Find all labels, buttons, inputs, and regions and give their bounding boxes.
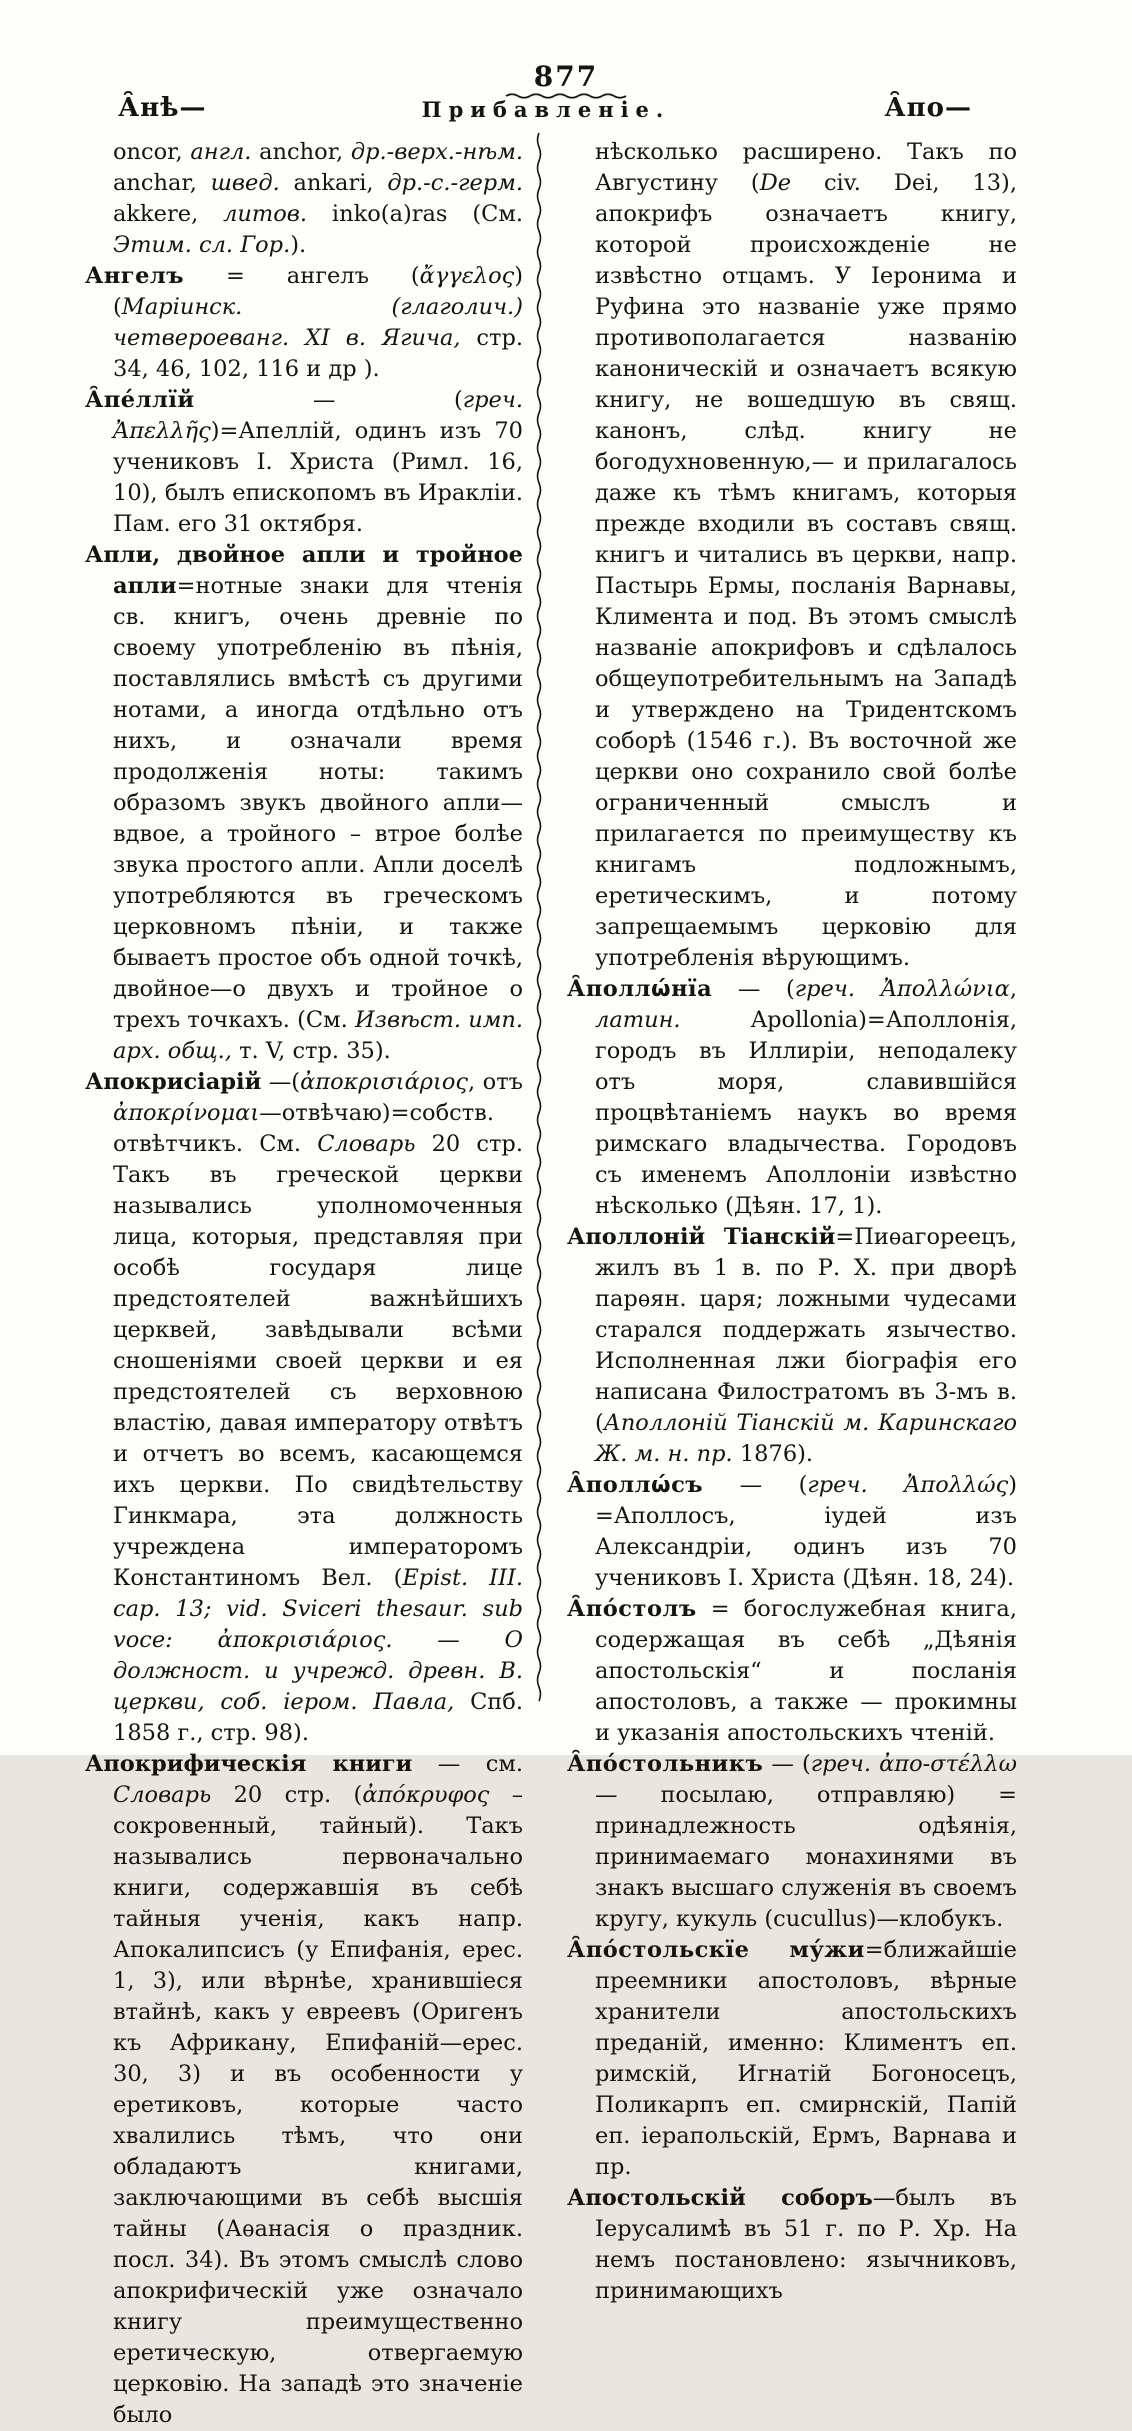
dictionary-entry [85,1067,523,1749]
entry-headword: А̑по́стольскїе му́жи [567,1937,865,1963]
entry-text: anchar, [113,170,211,196]
entry-text: . — О должност. и учрежд. древн. В. церкви, соб. іером. Павла, [113,1627,523,1715]
entry-text: ἄγγελος [419,263,515,289]
entry-text: Словарь [317,1131,416,1157]
continuation-paragraph [85,137,523,261]
entry-text [855,976,881,1002]
running-head-left: А̑нѣ— [118,93,207,123]
entry-text: Апостольскій соборъ [567,2185,873,2211]
entry-text: греч. [794,976,856,1002]
entry-text: =ближайшіе преемники апостоловъ, вѣрные хранители апостольскихъ преданій, именно: Климентъ еп. римскій, Игнатій Богоносецъ, Поликарпъ еп. смирнскій, Папій еп. іерапольскій, Ермъ, Варнава и пр. [595,1937,1017,2180]
entry-text: — ( [194,387,463,413]
entry-text: Извѣст. имп. арх. общ., [113,1007,524,1064]
dictionary-entry [567,2183,1017,2307]
entry-headword: А̑пе́ллїй [85,387,195,413]
entry-text: ἀποκρίνομαι [113,1100,260,1126]
entry-text: литов. [223,201,308,227]
entry-headword: А̑по́стольникъ [567,1751,764,1777]
entry-text: — см. [412,1751,523,1777]
entry-text: ) ( [113,263,523,320]
entry-text: 20 стр. ( [211,1782,363,1808]
left-column [85,137,523,2431]
entry-text: ἀποκρισιάριος [300,1069,468,1095]
entry-headword: А̑поллѡ́съ [567,1472,704,1498]
entry-text: Словарь [113,1782,212,1808]
entry-text: др.-верх.-нѣм. [350,139,523,165]
entry-text: 20 стр. Такъ въ греческой церкви назывались уполномоченныя лица, которыя, представляя при особѣ государя лице предстоятелей важнѣйшихъ церквей, завѣдывали всѣми сношеніями своей церкви и ея предстоятелей съ верховною властію, давая императору отвѣтъ и отчетъ во всемъ, касающемся ихъ церкви. По свидѣтельству Гинкмара, эта должность учреждена императоромъ Константиномъ Вел. ( [113,1131,523,1591]
entry-text: 1876). [732,1441,814,1467]
entry-text: oncor, [113,139,191,165]
entry-text: Апокрифическія книги [85,1751,413,1777]
dictionary-entry [567,1749,1017,1935]
dictionary-entry [85,540,523,1067]
entry-text: Ἀπολλώνια [880,976,1010,1002]
entry-text: — ( [712,976,795,1002]
entry-text: Ἀπελλῆς [113,418,211,444]
entry-text: греч. [807,1472,868,1498]
entry-text: нѣсколько расширено. Такъ по Августину ( [595,139,1017,196]
text-columns [85,137,1017,2428]
running-heads [0,93,1132,127]
dictionary-entry [85,385,523,540]
page-header-title: Прибавленіе. [421,97,671,122]
dictionary-entry [85,1749,523,2431]
entry-text: ) =Аполлосъ, іудей изъ Александріи, одинъ изъ 70 учениковъ І. Христа (Дѣян. 18, 24). [595,1472,1017,1591]
entry-text: стр. 34, 46, 102, 116 и др ). [113,325,523,382]
entry-text: Маріинск. (глаголич.) четвероеванг. XI в. Ягича, [113,294,523,351]
entry-headword: А̑по́столъ [567,1596,697,1622]
entry-text: — посылаю, отправляю) = принадлежность одѣянія, принимаемаго монахинями въ знакъ высшаго служенія въ своемъ кругу, кукуль (cucullus)—клобукъ. [595,1782,1017,1932]
entry-text: anchor, [251,139,351,165]
entry-text: Этим. сл. Гор. [113,232,291,258]
entry-headword: А̑поллѡ́нїа [567,976,713,1002]
entry-text: ). [290,232,307,258]
column-divider-rule [534,133,546,1701]
dictionary-entry [567,1222,1017,1470]
entry-text [871,1751,879,1777]
entry-text: англ. [190,139,252,165]
entry-text: Апокрисіарій [85,1069,262,1095]
entry-text: , [1009,976,1017,1002]
entry-headword: Ангелъ [85,263,185,289]
entry-text: , отъ [468,1069,523,1095]
dictionary-entry [85,261,523,385]
entry-text: —отвѣчаю)=собств. отвѣтчикъ. См. [113,1100,495,1157]
entry-text: — ( [703,1472,808,1498]
entry-text: =нотные знаки для чтенія св. книгъ, очень древніе по своему употребленію въ пѣнія, поставлялись вмѣстѣ съ другими нотами, а иногда отдѣльно отъ нихъ, и означали время продолженія ноты: такимъ образомъ звукъ двойного апли—вдвое, а тройного – втрое болѣе звука простого апли. Апли доселѣ употребляются въ греческомъ церковномъ пѣніи, и также бываетъ простое объ одной точкѣ, двойное—о двухъ и тройное о трехъ точкахъ. (См. [113,573,523,1033]
entry-text: )=Апеллій, одинъ изъ 70 учениковъ І. Христа (Римл. 16, 10), былъ епископомъ въ Иракліи. Пам. его 31 октября. [113,418,523,537]
entry-text: др.-с.-герм. [387,170,523,196]
entry-text: греч. [810,1751,871,1777]
entry-text: Apollonia)=Аполлонія, городъ въ Иллиріи, неподалеку отъ моря, славившійся процвѣтаніемъ наукъ во время римскаго владычества. Городовъ съ именемъ Аполлоніи извѣстно нѣсколько (Дѣян. 17, 1). [595,1007,1017,1219]
entry-text: = ангелъ ( [184,263,420,289]
entry-text: швед. [210,170,280,196]
entry-text: Апли, двойное апли и тройное апли [85,542,523,599]
entry-text: =Пиѳагореецъ, жилъ въ 1 в. по Р. Х. при дворѣ парѳян. царя; ложными чудесами старался поддержать язычество. Исполненная лжи біографія его написана Филостратомъ въ 3-мъ в. ( [595,1224,1017,1436]
entry-text: —былъ въ Іерусалимѣ въ 51 г. по Р. Хр. На немъ постановлено: язычниковъ, принимающихъ [595,2185,1017,2304]
entry-text: ἀποκρισιάριος [217,1627,386,1653]
dictionary-entry [567,1935,1017,2183]
entry-text: латин. [595,1007,681,1033]
entry-text: Аполлоній Тіанскій м. Каринскаго Ж. м. н. пр. [595,1410,1017,1467]
entry-text: – сокровенный, тайный). Такъ назывались первоначально книги, содержавшія въ себѣ тайныя ученія, какъ напр. Апокалипсисъ (у Епифанія, ерес. 1, 3), или вѣрнѣе, хранившіеся втайнѣ, какъ у евреевъ (Оригенъ къ Африкану, Епифаній—ерес. 30, 3) и въ особенности у еретиковъ, которые часто хвалились тѣмъ, что они обладаютъ книгами, заключающими въ себѣ высшія тайны (Аѳанасія о праздник. посл. 34). Въ этомъ смыслѣ слово апокрифическій уже означало книгу преимущественно еретическую, отвергаемую церковію. На западѣ это значеніе было [113,1782,523,2428]
continuation-paragraph [567,137,1017,974]
entry-text: ἀπόκρυφος [362,1782,490,1808]
entry-text: — ( [763,1751,811,1777]
dictionary-entry [567,1594,1017,1749]
entry-text: Ἀπολλώς [904,1472,1009,1498]
entry-text: Epist. III. cap. 13; vid. Sviceri thesaur. sub voce: [113,1565,523,1653]
dictionary-entry [567,974,1017,1222]
entry-text: akkere, [113,201,224,227]
entry-text: De [759,170,792,196]
entry-text: = богослужебная книга, содержащая въ себѣ „Дѣянія апостольскія“ и посланія апостоловъ, а также — прокимны и указанія апостольскихъ чтеній. [595,1596,1017,1746]
entry-text [868,1472,905,1498]
entry-text: Спб. 1858 г., стр. 98). [113,1689,523,1746]
entry-text: т. V, стр. 35). [231,1038,391,1064]
dictionary-entry [567,1470,1017,1594]
running-head-right: А̑по— [884,93,972,123]
right-column [567,137,1017,2307]
entry-text: Аполлоній Тіанскій [567,1224,836,1250]
entry-text: inko(a)ras (См. [307,201,523,227]
page-number: 877 [533,60,599,93]
entry-text: ἀπο-στέλλω [879,1751,1017,1777]
entry-text: civ. Dei, 13), апокрифъ означаетъ книгу, которой происхожденіе не извѣстно отцамъ. У Іеронима и Руфина это названіе уже прямо противополагается названію каноническій и означаетъ всякую книгу, не вошедшую въ свящ. канонъ, слѣд. книгу не богодухновенную,— и прилагалось даже къ тѣмъ книгамъ, которыя прежде входили въ составъ свящ. книгъ и читались въ церкви, напр. Пастырь Ермы, посланія Варнавы, Климента и под. Въ этомъ смыслѣ названіе апокрифовъ и сдѣлалось общеупотребительнымъ на Западѣ и утверждено на Тридентскомъ соборѣ (1546 г.). Въ восточной же церкви оно сохранило свой болѣе ограниченный смыслъ и прилагается по преимуществу къ книгамъ подложнымъ, еретическимъ, и потому запрещаемымъ церковію для употребленія вѣрующимъ. [595,170,1017,971]
entry-text: ankari, [279,170,388,196]
entry-text: —( [261,1069,301,1095]
entry-text: греч. [462,387,523,413]
